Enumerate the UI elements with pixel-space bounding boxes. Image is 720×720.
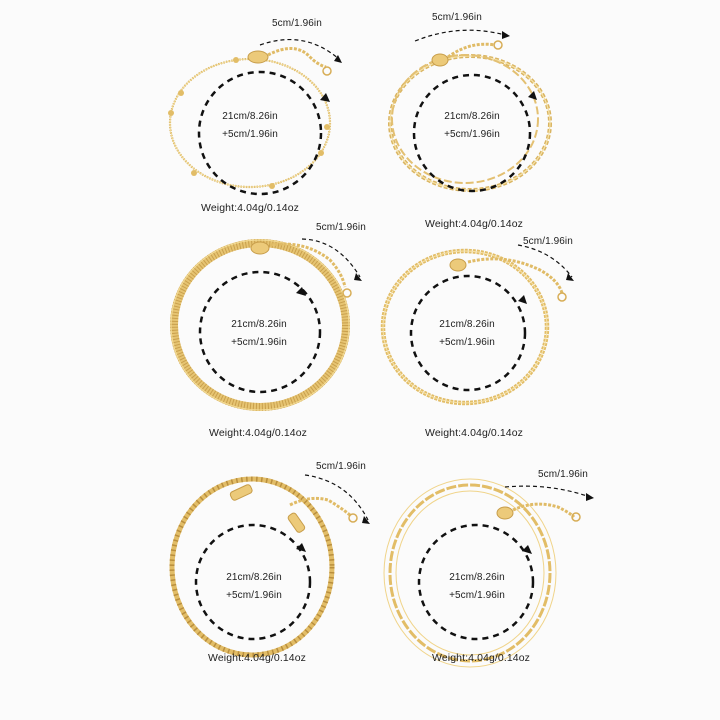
extender-plus-label: +5cm/1.96in: [439, 337, 495, 348]
extender-plus-label: +5cm/1.96in: [226, 590, 282, 601]
weight-label: Weight:4.04g/0.14oz: [425, 427, 524, 439]
extender-arc-indicator: [415, 30, 510, 41]
bracelet-length-label: 21cm/8.26in: [439, 319, 495, 330]
extender-plus-label: +5cm/1.96in: [222, 129, 278, 140]
lobster-clasp-icon: [450, 259, 466, 271]
extender-length-label: 5cm/1.96in: [272, 18, 322, 29]
box-bracelet-illustration: [290, 215, 650, 455]
bracelet-length-label: 21cm/8.26in: [226, 572, 282, 583]
extender-plus-label: +5cm/1.96in: [444, 129, 500, 140]
bracelet-length-label: 21cm/8.26in: [222, 111, 278, 122]
extender-length-label: 5cm/1.96in: [523, 236, 573, 247]
lobster-clasp-icon: [432, 54, 448, 66]
bracelet-card-figaro: [290, 5, 650, 245]
bracelet-length-label: 21cm/8.26in: [444, 111, 500, 122]
lobster-clasp-icon: [251, 242, 269, 254]
figaro-bracelet-illustration: [290, 5, 650, 245]
bracelet-card-box: [290, 215, 650, 455]
weight-label: Weight:4.04g/0.14oz: [425, 218, 524, 230]
bracelet-card-cable: [290, 455, 650, 695]
extender-chain-icon: [513, 504, 580, 521]
extender-length-label: 5cm/1.96in: [538, 469, 588, 480]
extender-chain-icon: [468, 259, 566, 301]
weight-label: Weight:4.04g/0.14oz: [432, 652, 531, 664]
lobster-clasp-icon: [497, 507, 513, 519]
length-circle-indicator: [411, 276, 527, 390]
weight-label: Weight:4.04g/0.14oz: [209, 427, 308, 439]
extender-length-label: 5cm/1.96in: [316, 461, 366, 472]
bracelet-length-label: 21cm/8.26in: [231, 319, 287, 330]
lobster-clasp-icon: [248, 51, 268, 63]
extender-arc-indicator: [505, 486, 594, 501]
extender-plus-label: +5cm/1.96in: [449, 590, 505, 601]
extender-length-label: 5cm/1.96in: [432, 12, 482, 23]
extender-length-label: 5cm/1.96in: [316, 222, 366, 233]
extender-plus-label: +5cm/1.96in: [231, 337, 287, 348]
weight-label: Weight:4.04g/0.14oz: [208, 652, 307, 664]
weight-label: Weight:4.04g/0.14oz: [201, 202, 300, 214]
bracelet-length-label: 21cm/8.26in: [449, 572, 505, 583]
